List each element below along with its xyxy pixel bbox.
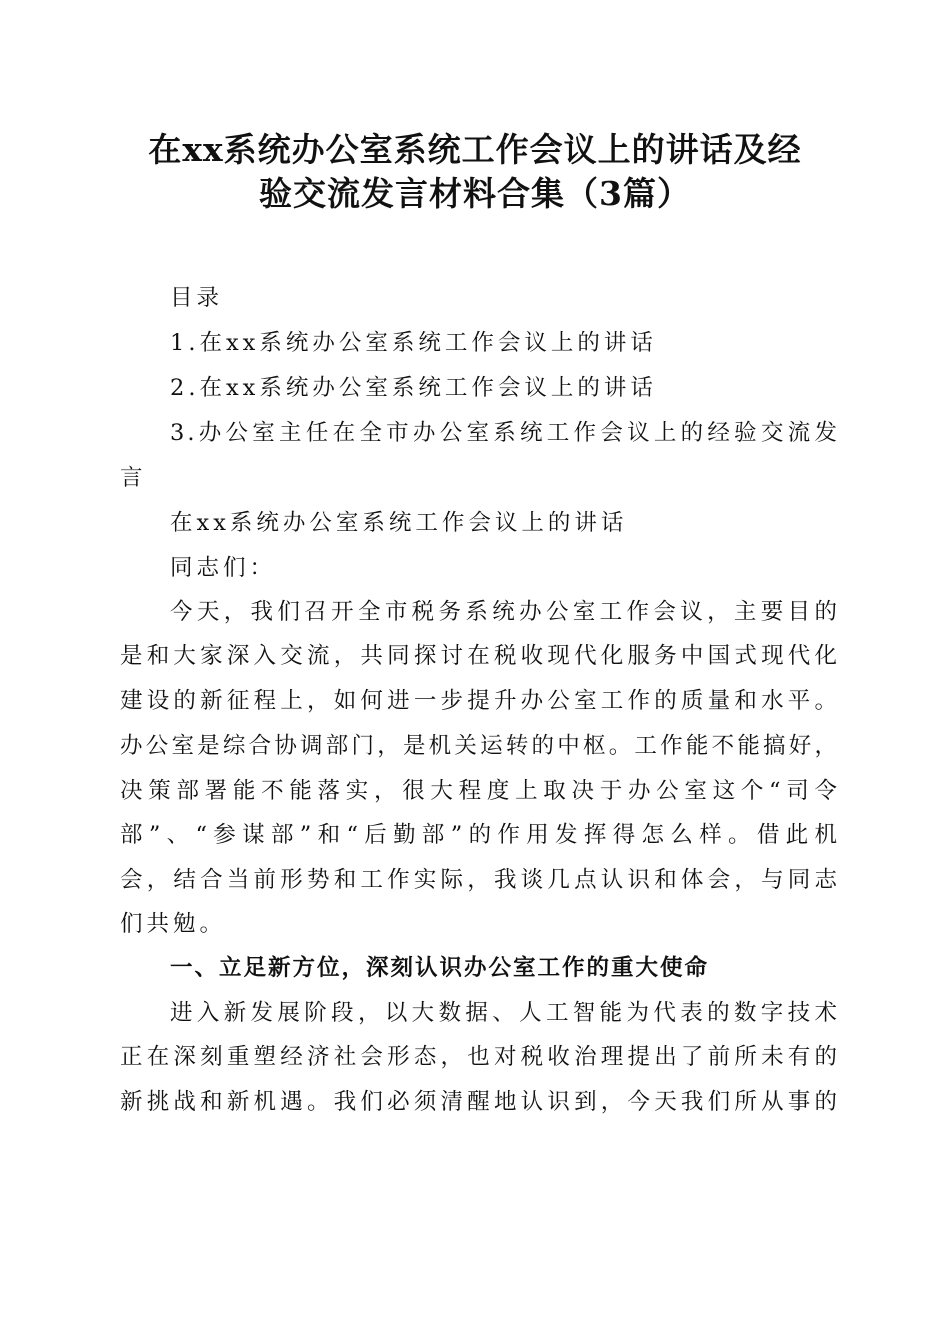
toc-item-3: 3.办公室主任在全市办公室系统工作会议上的经验交流发 [170, 420, 840, 446]
paragraph-1-line-6: 部”、“参谋部”和“后勤部”的作用发挥得怎么样。借此机 [120, 822, 840, 848]
toc-item-2: 2.在xx系统办公室系统工作会议上的讲话 [170, 375, 657, 401]
toc-item-3-continued: 言 [120, 465, 147, 491]
paragraph-1-line-2: 是和大家深入交流，共同探讨在税收现代化服务中国式现代化 [120, 643, 840, 669]
paragraph-2-line-3: 新挑战和新机遇。我们必须清醒地认识到，今天我们所从事的 [120, 1089, 840, 1115]
paragraph-2-line-1: 进入新发展阶段，以大数据、人工智能为代表的数字技术 [170, 1000, 840, 1026]
document-title-line-1: 在xx系统办公室系统工作会议上的讲话及经 [148, 130, 802, 169]
paragraph-1-line-3: 建设的新征程上，如何进一步提升办公室工作的质量和水平。 [120, 688, 840, 714]
paragraph-1-line-8: 们共勉。 [120, 911, 227, 937]
speech-title: 在xx系统办公室系统工作会议上的讲话 [170, 510, 628, 536]
paragraph-1-line-5: 决策部署能不能落实，很大程度上取决于办公室这个“司令 [120, 778, 840, 804]
document-title-line-2: 验交流发言材料合集（3篇） [259, 174, 691, 213]
section-1-heading: 一、立足新方位，深刻认识办公室工作的重大使命 [170, 955, 710, 981]
paragraph-1-line-4: 办公室是综合协调部门，是机关运转的中枢。工作能不能搞好， [120, 733, 840, 759]
salutation: 同志们： [170, 555, 277, 581]
toc-label: 目录 [170, 285, 224, 311]
paragraph-1-line-7: 会，结合当前形势和工作实际，我谈几点认识和体会，与同志 [120, 867, 840, 893]
paragraph-2-line-2: 正在深刻重塑经济社会形态，也对税收治理提出了前所未有的 [120, 1044, 840, 1070]
toc-item-1: 1.在xx系统办公室系统工作会议上的讲话 [170, 330, 657, 356]
paragraph-1-line-1: 今天，我们召开全市税务系统办公室工作会议，主要目的 [170, 599, 840, 625]
